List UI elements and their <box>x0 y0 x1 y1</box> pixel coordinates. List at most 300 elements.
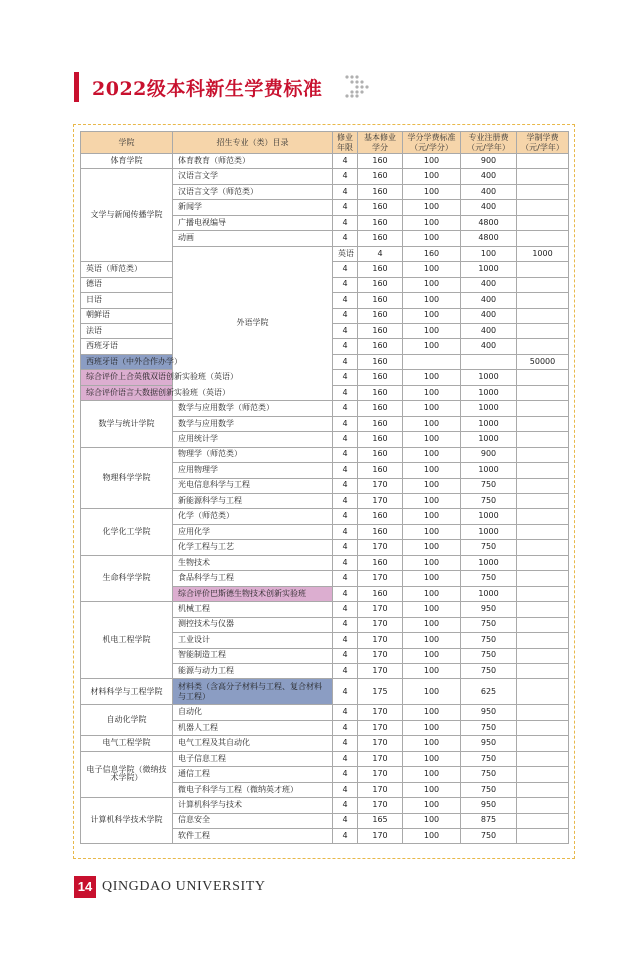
header-major-fee: 专业注册费（元/学年） <box>461 132 517 154</box>
credits-cell: 170 <box>358 829 403 844</box>
major-fee-cell: 950 <box>461 602 517 617</box>
major-fee-cell: 1000 <box>461 509 517 524</box>
credit-fee-cell: 100 <box>403 679 461 705</box>
page-number: 14 <box>77 879 93 894</box>
years-cell: 4 <box>333 432 358 447</box>
credits-cell: 160 <box>358 308 403 323</box>
major-cell: 化学工程与工艺 <box>173 540 333 555</box>
dots-ornament-icon <box>344 74 370 98</box>
credit-fee-cell: 100 <box>403 813 461 828</box>
credits-cell: 170 <box>358 617 403 632</box>
college-cell: 自动化学院 <box>81 705 173 736</box>
credit-fee-cell: 100 <box>403 231 461 246</box>
table-row <box>81 555 569 570</box>
credits-cell: 165 <box>358 813 403 828</box>
major-cell: 综合评价语言大数据创新实验班（英语） <box>81 385 173 400</box>
credits-cell: 170 <box>358 493 403 508</box>
years-cell: 4 <box>333 679 358 705</box>
table-row <box>81 509 569 524</box>
years-cell: 4 <box>333 354 358 369</box>
years-cell: 4 <box>333 184 358 199</box>
table-header-row <box>81 132 569 154</box>
major-fee-cell: 900 <box>461 447 517 462</box>
major-fee-cell: 750 <box>461 782 517 797</box>
years-cell: 4 <box>358 246 403 261</box>
credit-fee-cell: 100 <box>403 782 461 797</box>
major-cell: 西班牙语 <box>81 339 173 354</box>
credits-cell: 160 <box>358 586 403 601</box>
years-cell: 4 <box>333 767 358 782</box>
credit-fee-cell: 100 <box>403 648 461 663</box>
major-fee-cell: 950 <box>461 798 517 813</box>
table-row <box>81 736 569 751</box>
credits-cell: 175 <box>358 679 403 705</box>
credits-cell: 160 <box>358 200 403 215</box>
years-cell: 4 <box>333 782 358 797</box>
credits-cell: 170 <box>358 663 403 678</box>
credit-fee-cell: 100 <box>403 308 461 323</box>
years-cell: 4 <box>333 751 358 766</box>
major-fee-cell: 750 <box>461 648 517 663</box>
credit-fee-cell: 100 <box>403 200 461 215</box>
years-cell: 4 <box>333 798 358 813</box>
major-fee-cell: 400 <box>461 323 517 338</box>
credits-cell: 170 <box>358 736 403 751</box>
credit-fee-cell: 100 <box>403 633 461 648</box>
credits-cell: 160 <box>358 370 403 385</box>
credit-fee-cell: 100 <box>403 215 461 230</box>
major-fee-cell: 1000 <box>461 370 517 385</box>
credit-fee-cell: 100 <box>403 751 461 766</box>
major-fee-cell: 750 <box>461 478 517 493</box>
years-cell: 4 <box>333 829 358 844</box>
credits-cell: 160 <box>358 463 403 478</box>
credit-fee-cell <box>403 354 461 369</box>
years-cell: 4 <box>333 478 358 493</box>
years-cell: 4 <box>333 663 358 678</box>
years-cell: 4 <box>333 813 358 828</box>
tuition-cell <box>517 555 569 570</box>
college-cell: 物理科学学院 <box>81 447 173 509</box>
credits-cell: 160 <box>358 385 403 400</box>
major-cell: 法语 <box>81 323 173 338</box>
tuition-cell <box>517 509 569 524</box>
major-cell: 应用化学 <box>173 524 333 539</box>
credit-fee-cell: 100 <box>403 663 461 678</box>
tuition-cell <box>517 524 569 539</box>
college-cell: 化学化工学院 <box>81 509 173 555</box>
tuition-cell <box>517 736 569 751</box>
table-row <box>81 447 569 462</box>
table-row <box>81 705 569 720</box>
credit-fee-cell: 100 <box>403 154 461 169</box>
table-row <box>81 798 569 813</box>
credits-cell: 160 <box>358 154 403 169</box>
credit-fee-cell: 100 <box>403 555 461 570</box>
credit-fee-cell: 100 <box>403 277 461 292</box>
major-cell: 英语（师范类） <box>81 262 173 277</box>
major-cell: 通信工程 <box>173 767 333 782</box>
tuition-cell <box>517 370 569 385</box>
major-cell: 软件工程 <box>173 829 333 844</box>
credits-cell: 160 <box>358 215 403 230</box>
credit-fee-cell: 100 <box>403 339 461 354</box>
credits-cell: 160 <box>358 262 403 277</box>
tuition-cell <box>517 293 569 308</box>
major-cell: 计算机科学与技术 <box>173 798 333 813</box>
major-cell: 应用物理学 <box>173 463 333 478</box>
credits-cell: 160 <box>358 339 403 354</box>
major-fee-cell: 1000 <box>461 524 517 539</box>
credit-fee-cell: 100 <box>403 401 461 416</box>
tuition-cell <box>517 401 569 416</box>
tuition-cell <box>517 262 569 277</box>
tuition-cell <box>517 782 569 797</box>
major-cell: 新能源科学与工程 <box>173 493 333 508</box>
credits-cell: 170 <box>358 751 403 766</box>
tuition-cell <box>517 277 569 292</box>
major-cell: 广播电视编导 <box>173 215 333 230</box>
major-fee-cell: 1000 <box>461 416 517 431</box>
table-row <box>81 602 569 617</box>
years-cell: 4 <box>333 339 358 354</box>
major-fee-cell: 1000 <box>461 432 517 447</box>
major-fee-cell: 1000 <box>461 555 517 570</box>
table-body <box>81 154 569 844</box>
major-cell: 机器人工程 <box>173 720 333 735</box>
major-cell: 电气工程及其自动化 <box>173 736 333 751</box>
years-cell: 4 <box>333 602 358 617</box>
years-cell: 4 <box>333 493 358 508</box>
credits-cell: 170 <box>358 798 403 813</box>
years-cell: 4 <box>333 571 358 586</box>
major-cell: 数学与应用数学（师范类） <box>173 401 333 416</box>
credit-fee-cell: 100 <box>403 617 461 632</box>
major-cell: 微电子科学与工程（微纳英才班） <box>173 782 333 797</box>
major-cell: 体育教育（师范类） <box>173 154 333 169</box>
years-cell: 4 <box>333 447 358 462</box>
tuition-cell <box>517 478 569 493</box>
major-cell: 新闻学 <box>173 200 333 215</box>
tuition-cell <box>517 463 569 478</box>
credits-cell: 160 <box>358 354 403 369</box>
header-years: 修业年限 <box>333 132 358 154</box>
tuition-cell <box>517 493 569 508</box>
credit-fee-cell: 100 <box>403 586 461 601</box>
credits-cell: 170 <box>358 705 403 720</box>
years-cell: 4 <box>333 705 358 720</box>
major-cell: 化学（师范类） <box>173 509 333 524</box>
major-fee-cell: 750 <box>461 633 517 648</box>
college-cell: 数学与统计学院 <box>81 401 173 447</box>
title-accent-bar <box>74 72 79 102</box>
credit-fee-cell: 100 <box>403 540 461 555</box>
years-cell: 4 <box>333 370 358 385</box>
tuition-cell <box>517 154 569 169</box>
credits-cell: 170 <box>358 633 403 648</box>
tuition-table <box>80 131 569 844</box>
years-cell: 4 <box>333 540 358 555</box>
major-cell: 汉语言文学 <box>173 169 333 184</box>
major-cell: 材料类（含高分子材料与工程、复合材料与工程） <box>173 679 333 705</box>
tuition-cell <box>517 385 569 400</box>
major-fee-cell: 750 <box>461 540 517 555</box>
tuition-cell <box>517 432 569 447</box>
credit-fee-cell: 100 <box>403 705 461 720</box>
college-cell: 电子信息学院（微纳技术学院） <box>81 751 173 797</box>
years-cell: 4 <box>333 154 358 169</box>
credit-fee-cell: 100 <box>403 571 461 586</box>
major-cell: 机械工程 <box>173 602 333 617</box>
major-fee-cell <box>461 354 517 369</box>
credits-cell: 160 <box>358 231 403 246</box>
table-row <box>81 401 569 416</box>
major-cell: 汉语言文学（师范类） <box>173 184 333 199</box>
years-cell: 4 <box>333 401 358 416</box>
tuition-cell <box>517 200 569 215</box>
major-cell: 日语 <box>81 293 173 308</box>
tuition-cell <box>517 798 569 813</box>
tuition-cell <box>517 231 569 246</box>
major-cell: 测控技术与仪器 <box>173 617 333 632</box>
credits-cell: 160 <box>358 509 403 524</box>
major-cell: 自动化 <box>173 705 333 720</box>
credit-fee-cell: 100 <box>461 246 517 261</box>
credit-fee-cell: 100 <box>403 184 461 199</box>
tuition-cell <box>517 540 569 555</box>
page-title: 2022级本科新生学费标准 <box>92 78 323 100</box>
years-cell: 4 <box>333 463 358 478</box>
major-cell: 德语 <box>81 277 173 292</box>
major-cell: 西班牙语（中外合作办学） <box>81 354 173 369</box>
tuition-cell: 50000 <box>517 354 569 369</box>
tuition-cell <box>517 308 569 323</box>
major-cell: 光电信息科学与工程 <box>173 478 333 493</box>
credits-cell: 160 <box>358 524 403 539</box>
credits-cell: 160 <box>358 323 403 338</box>
major-cell: 电子信息工程 <box>173 751 333 766</box>
credits-cell: 160 <box>358 184 403 199</box>
years-cell: 4 <box>333 277 358 292</box>
major-cell: 动画 <box>173 231 333 246</box>
tuition-cell <box>517 323 569 338</box>
table-row <box>81 169 569 184</box>
major-fee-cell: 750 <box>461 571 517 586</box>
years-cell: 4 <box>333 215 358 230</box>
credit-fee-cell: 100 <box>403 370 461 385</box>
tuition-cell <box>517 416 569 431</box>
major-fee-cell: 4800 <box>461 215 517 230</box>
credits-cell: 160 <box>358 277 403 292</box>
major-cell: 生物技术 <box>173 555 333 570</box>
major-fee-cell: 750 <box>461 829 517 844</box>
table-row <box>81 679 569 705</box>
credit-fee-cell: 100 <box>403 493 461 508</box>
credit-fee-cell: 100 <box>403 463 461 478</box>
years-cell: 4 <box>333 633 358 648</box>
header-credit-fee: 学分学费标准（元/学分） <box>403 132 461 154</box>
credits-cell: 160 <box>403 246 461 261</box>
years-cell: 4 <box>333 586 358 601</box>
major-cell: 食品科学与工程 <box>173 571 333 586</box>
credits-cell: 170 <box>358 720 403 735</box>
major-cell: 能源与动力工程 <box>173 663 333 678</box>
credit-fee-cell: 100 <box>403 829 461 844</box>
major-fee-cell: 625 <box>461 679 517 705</box>
years-cell: 4 <box>333 416 358 431</box>
major-fee-cell: 4800 <box>461 231 517 246</box>
major-fee-cell: 750 <box>461 663 517 678</box>
years-cell: 4 <box>333 293 358 308</box>
years-cell: 4 <box>333 648 358 663</box>
major-fee-cell: 1000 <box>461 385 517 400</box>
major-cell: 数学与应用数学 <box>173 416 333 431</box>
credit-fee-cell: 100 <box>403 509 461 524</box>
major-fee-cell: 900 <box>461 154 517 169</box>
credit-fee-cell: 100 <box>403 416 461 431</box>
major-fee-cell: 1000 <box>461 262 517 277</box>
major-cell: 英语 <box>333 246 358 261</box>
years-cell: 4 <box>333 555 358 570</box>
tuition-cell <box>517 663 569 678</box>
table-row <box>81 154 569 169</box>
college-cell: 计算机科学技术学院 <box>81 798 173 844</box>
credits-cell: 160 <box>358 293 403 308</box>
major-fee-cell: 875 <box>461 813 517 828</box>
major-cell: 综合评价巴斯德生物技术创新实验班 <box>173 586 333 601</box>
major-fee-cell: 400 <box>461 200 517 215</box>
major-cell: 工业设计 <box>173 633 333 648</box>
major-fee-cell: 1000 <box>461 401 517 416</box>
tuition-cell <box>517 633 569 648</box>
header-tuition: 学制学费（元/学年） <box>517 132 569 154</box>
major-fee-cell: 400 <box>461 277 517 292</box>
major-fee-cell: 750 <box>461 751 517 766</box>
major-cell: 物理学（师范类） <box>173 447 333 462</box>
credit-fee-cell: 100 <box>403 447 461 462</box>
credits-cell: 160 <box>358 555 403 570</box>
table-row <box>81 751 569 766</box>
tuition-cell <box>517 184 569 199</box>
credits-cell: 160 <box>358 169 403 184</box>
credits-cell: 170 <box>358 767 403 782</box>
major-cell: 综合评价上合英俄双语创新实验班（英语） <box>81 370 173 385</box>
years-cell: 4 <box>333 509 358 524</box>
credit-fee-cell: 100 <box>403 478 461 493</box>
major-fee-cell: 400 <box>461 169 517 184</box>
major-fee-cell: 400 <box>461 308 517 323</box>
major-fee-cell: 1000 <box>461 463 517 478</box>
credits-cell: 170 <box>358 571 403 586</box>
tuition-cell <box>517 447 569 462</box>
credit-fee-cell: 100 <box>403 323 461 338</box>
credits-cell: 170 <box>358 782 403 797</box>
credits-cell: 160 <box>358 401 403 416</box>
years-cell: 4 <box>333 231 358 246</box>
college-cell: 机电工程学院 <box>81 602 173 679</box>
credit-fee-cell: 100 <box>403 293 461 308</box>
tuition-cell <box>517 751 569 766</box>
college-cell: 文学与新闻传播学院 <box>81 169 173 262</box>
major-fee-cell: 400 <box>461 184 517 199</box>
credit-fee-cell: 100 <box>403 602 461 617</box>
header-credits: 基本修业学分 <box>358 132 403 154</box>
major-fee-cell: 750 <box>461 617 517 632</box>
major-cell: 信息安全 <box>173 813 333 828</box>
credit-fee-cell: 100 <box>403 736 461 751</box>
tuition-cell <box>517 586 569 601</box>
tuition-cell <box>517 767 569 782</box>
major-fee-cell: 750 <box>461 493 517 508</box>
tuition-cell <box>517 813 569 828</box>
credits-cell: 160 <box>358 416 403 431</box>
tuition-cell <box>517 648 569 663</box>
tuition-cell <box>517 339 569 354</box>
major-fee-cell: 750 <box>461 767 517 782</box>
credits-cell: 160 <box>358 447 403 462</box>
years-cell: 4 <box>333 200 358 215</box>
major-fee-cell: 750 <box>461 720 517 735</box>
credit-fee-cell: 100 <box>403 169 461 184</box>
college-cell: 电气工程学院 <box>81 736 173 751</box>
university-name: QINGDAO UNIVERSITY <box>102 879 266 894</box>
major-fee-cell: 950 <box>461 705 517 720</box>
tuition-cell <box>517 215 569 230</box>
credits-cell: 170 <box>358 648 403 663</box>
college-cell: 体育学院 <box>81 154 173 169</box>
years-cell: 4 <box>333 617 358 632</box>
credit-fee-cell: 100 <box>403 385 461 400</box>
years-cell: 4 <box>333 720 358 735</box>
college-cell: 外语学院 <box>173 246 333 401</box>
credit-fee-cell: 100 <box>403 432 461 447</box>
major-fee-cell: 400 <box>461 339 517 354</box>
college-cell: 材料科学与工程学院 <box>81 679 173 705</box>
credits-cell: 160 <box>358 432 403 447</box>
tuition-cell <box>517 720 569 735</box>
major-fee-cell: 400 <box>461 293 517 308</box>
tuition-cell <box>517 705 569 720</box>
major-cell: 智能制造工程 <box>173 648 333 663</box>
years-cell: 4 <box>333 524 358 539</box>
tuition-cell <box>517 602 569 617</box>
major-fee-cell: 1000 <box>517 246 569 261</box>
credit-fee-cell: 100 <box>403 524 461 539</box>
major-fee-cell: 950 <box>461 736 517 751</box>
major-cell: 朝鲜语 <box>81 308 173 323</box>
tuition-cell <box>517 617 569 632</box>
years-cell: 4 <box>333 323 358 338</box>
tuition-cell <box>517 571 569 586</box>
credits-cell: 170 <box>358 478 403 493</box>
college-cell: 生命科学学院 <box>81 555 173 601</box>
credits-cell: 170 <box>358 540 403 555</box>
tuition-cell <box>517 169 569 184</box>
credit-fee-cell: 100 <box>403 798 461 813</box>
credit-fee-cell: 100 <box>403 262 461 277</box>
credits-cell: 170 <box>358 602 403 617</box>
years-cell: 4 <box>333 385 358 400</box>
header-college: 学院 <box>81 132 173 154</box>
credit-fee-cell: 100 <box>403 767 461 782</box>
years-cell: 4 <box>333 308 358 323</box>
major-cell: 应用统计学 <box>173 432 333 447</box>
tuition-cell <box>517 679 569 705</box>
header-major: 招生专业（类）目录 <box>173 132 333 154</box>
credit-fee-cell: 100 <box>403 720 461 735</box>
tuition-cell <box>517 829 569 844</box>
major-fee-cell: 1000 <box>461 586 517 601</box>
